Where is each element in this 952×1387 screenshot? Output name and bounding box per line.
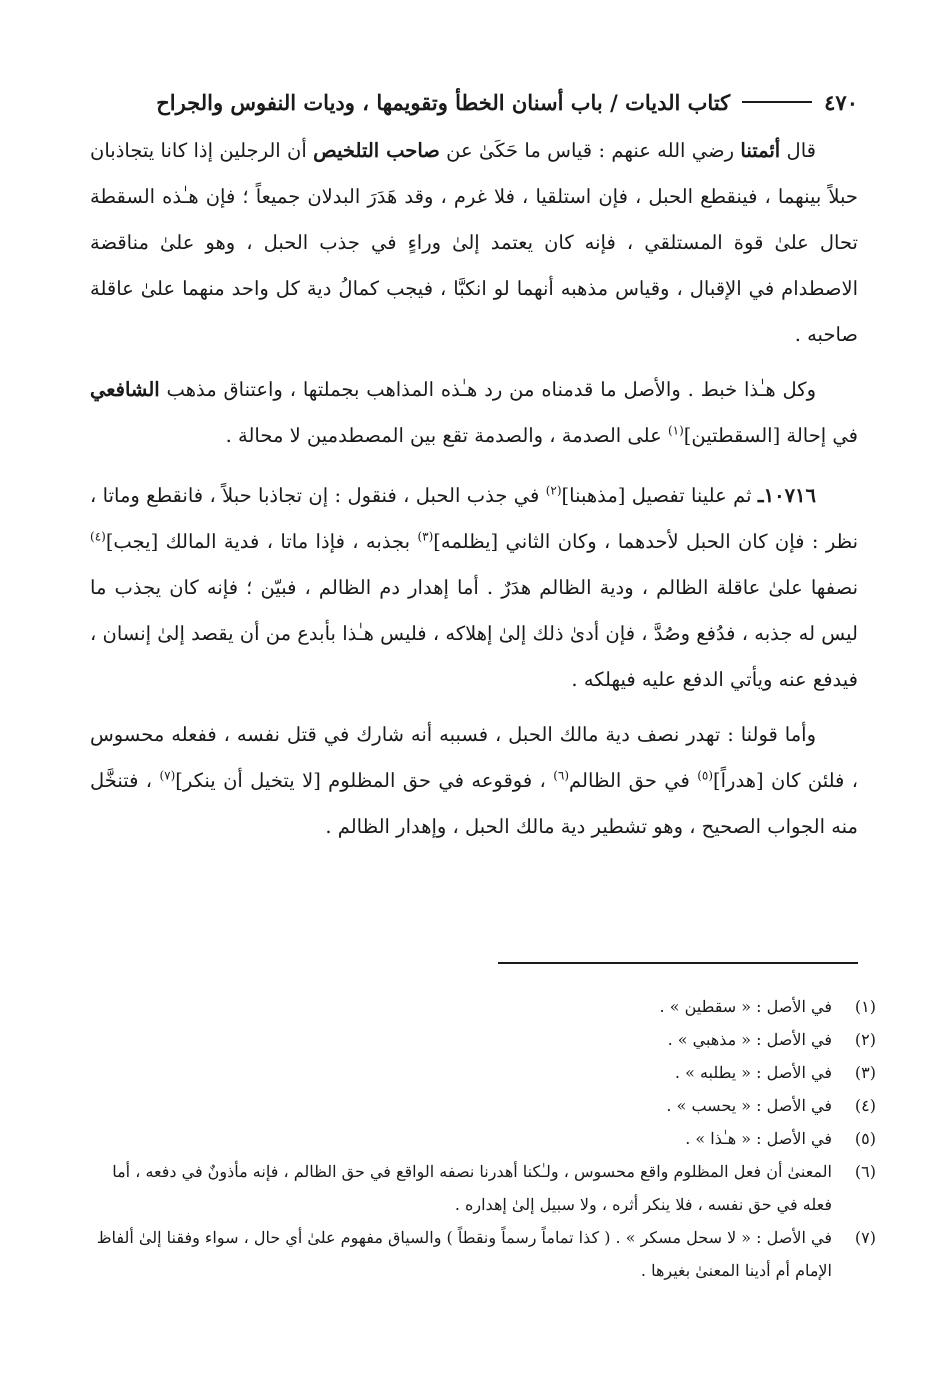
running-title: كتاب الديات / باب أسنان الخطأ وتقويمها ، وديات النفوس والجراح xyxy=(156,89,731,115)
text-run: رضي الله عنهم : قياس ما حَكَىٰ عن xyxy=(439,139,741,162)
footnote-text: المعنىٰ أن فعل المظلوم واقع محسوس ، ولـٰكنا أهدرنا نصفه الواقع في حق الظالم ، فإنه مأذونٌ في دفعه ، أما فعله في حق نفسه ، فلا ينكر أثره ، ولا سبيل إلىٰ إهداره . xyxy=(112,1162,832,1214)
footnote-text: في الأصل : « سقطين » . xyxy=(659,997,832,1016)
bold-term: أئمتنا xyxy=(740,139,781,162)
footnote-text: في الأصل : « لا سحل مسكر » . ( كذا تماماً رسماً ونقطاً ) والسياق مفهوم علىٰ أي حال ، سواء وفقنا إلىٰ ألفاظ الإمام أم أدينا المعنىٰ بغيرها . xyxy=(96,1228,832,1280)
text-run: في جذب الحبل ، فنقول : إن تجاذبا حبلاً ، فانقطع وماتا ، نظر : فإن كان الحبل لأحدهما ، وكان الثاني [يظلمه] xyxy=(90,484,858,553)
text-run: ، فتنخَّل منه الجواب الصحيح ، وهو تشطير دية مالك الحبل ، وإهدار الظالم . xyxy=(90,769,858,838)
footnote-text: في الأصل : « هـٰذا » . xyxy=(685,1129,832,1148)
footnote-number: (٦) xyxy=(854,1162,876,1181)
footnote-number: (٣) xyxy=(854,1063,876,1082)
bold-term: الشافعي xyxy=(90,378,160,401)
footnote xyxy=(80,1155,880,1221)
footnote-ref[interactable]: (٥) xyxy=(697,768,714,783)
footnote-text: في الأصل : « يحسب » . xyxy=(666,1096,832,1115)
footnote xyxy=(80,1122,880,1155)
footnote xyxy=(80,1056,880,1089)
footnote xyxy=(80,1089,880,1122)
paragraph-3 xyxy=(90,473,858,703)
main-text xyxy=(90,128,858,859)
paragraph-2 xyxy=(90,367,858,459)
page-number: ٤٧٠ xyxy=(824,89,858,115)
footnote-number: (٥) xyxy=(854,1129,876,1148)
section-number: ١٠٧١٦ـ xyxy=(757,484,816,507)
text-run: ، فوقوعه في حق المظلوم [لا يتخيل أن ينكر] xyxy=(175,769,554,792)
footnote-number: (٤) xyxy=(854,1096,876,1115)
footnote-text: في الأصل : « مذهبي » . xyxy=(667,1030,832,1049)
footnote-number: (١) xyxy=(854,997,876,1016)
footnote-ref[interactable]: (٤) xyxy=(90,529,106,544)
footnote xyxy=(80,990,880,1023)
footnote-ref[interactable]: (٢) xyxy=(545,483,562,498)
text-run: على الصدمة ، والصدمة تقع بين المصطدمين لا محالة . xyxy=(225,424,668,447)
footnote-ref[interactable]: (٦) xyxy=(553,768,570,783)
header-dash xyxy=(742,101,812,103)
text-run: في إحالة [السقطتين] xyxy=(683,424,858,447)
footnote-divider xyxy=(498,962,858,964)
footnote-text: في الأصل : « يطلبه » . xyxy=(674,1063,832,1082)
text-run: وأما قولنا : تهدر نصف دية مالك الحبل ، فسببه أنه شارك في قتل نفسه ، ففعله محسوس ، فلئن كان [هدراً] xyxy=(90,723,858,792)
footnote-number: (٢) xyxy=(854,1030,876,1049)
footnote xyxy=(80,1023,880,1056)
text-run: ثم علينا تفصيل [مذهبنا] xyxy=(561,484,758,507)
text-run: نصفها علىٰ عاقلة الظالم ، ودية الظالم هدَرٌ . أما إهدار دم الظالم ، فبيّن ؛ فإنه كان يجذب ما ليس له جذبه ، فدُفع وصُدَّ ، فإن أدىٰ ذلك إلىٰ إهلاكه ، فليس هـٰذا بأبدع من أن يقصد إلىٰ إنسان ، فيدفع عنه ويأتي الدفع عليه فيهلكه . xyxy=(90,576,858,691)
paragraph-4 xyxy=(90,712,858,850)
footnote-ref[interactable]: (٣) xyxy=(417,529,434,544)
text-run: في حق الظالم xyxy=(569,769,698,792)
running-header xyxy=(90,82,858,122)
footnote-number: (٧) xyxy=(854,1228,876,1247)
text-run: قال xyxy=(780,139,816,162)
footnote xyxy=(80,1221,880,1287)
footnotes xyxy=(80,990,880,1287)
bold-term: صاحب التلخيص xyxy=(313,139,440,162)
text-run: أن الرجلين إذا كانا يتجاذبان حبلاً بينهما ، فينقطع الحبل ، فإن استلقيا ، فلا غرم ، وقد هَدَرَ البدلان جميعاً ؛ فإن هـٰذه السقطة تحال علىٰ قوة المستلقي ، فإنه كان يعتمد إلىٰ وراءٍ في جذب الحبل ، وهو علىٰ مناقضة الاصطدام في الإقبال ، وقياس مذهبه أنهما لو انكبَّا ، فيجب كمالُ دية كل واحد منهما علىٰ عاقلة صاحبه . xyxy=(90,139,858,346)
text-run: وكل هـٰذا خبط . والأصل ما قدمناه من رد هـٰذه المذاهب بجملتها ، واعتناق مذهب xyxy=(159,378,816,401)
footnote-ref[interactable]: (٧) xyxy=(159,768,176,783)
text-run: بجذبه ، فإذا ماتا ، فدية المالك [يجب] xyxy=(105,530,418,553)
footnote-ref[interactable]: (١) xyxy=(667,423,684,438)
paragraph-1 xyxy=(90,128,858,358)
